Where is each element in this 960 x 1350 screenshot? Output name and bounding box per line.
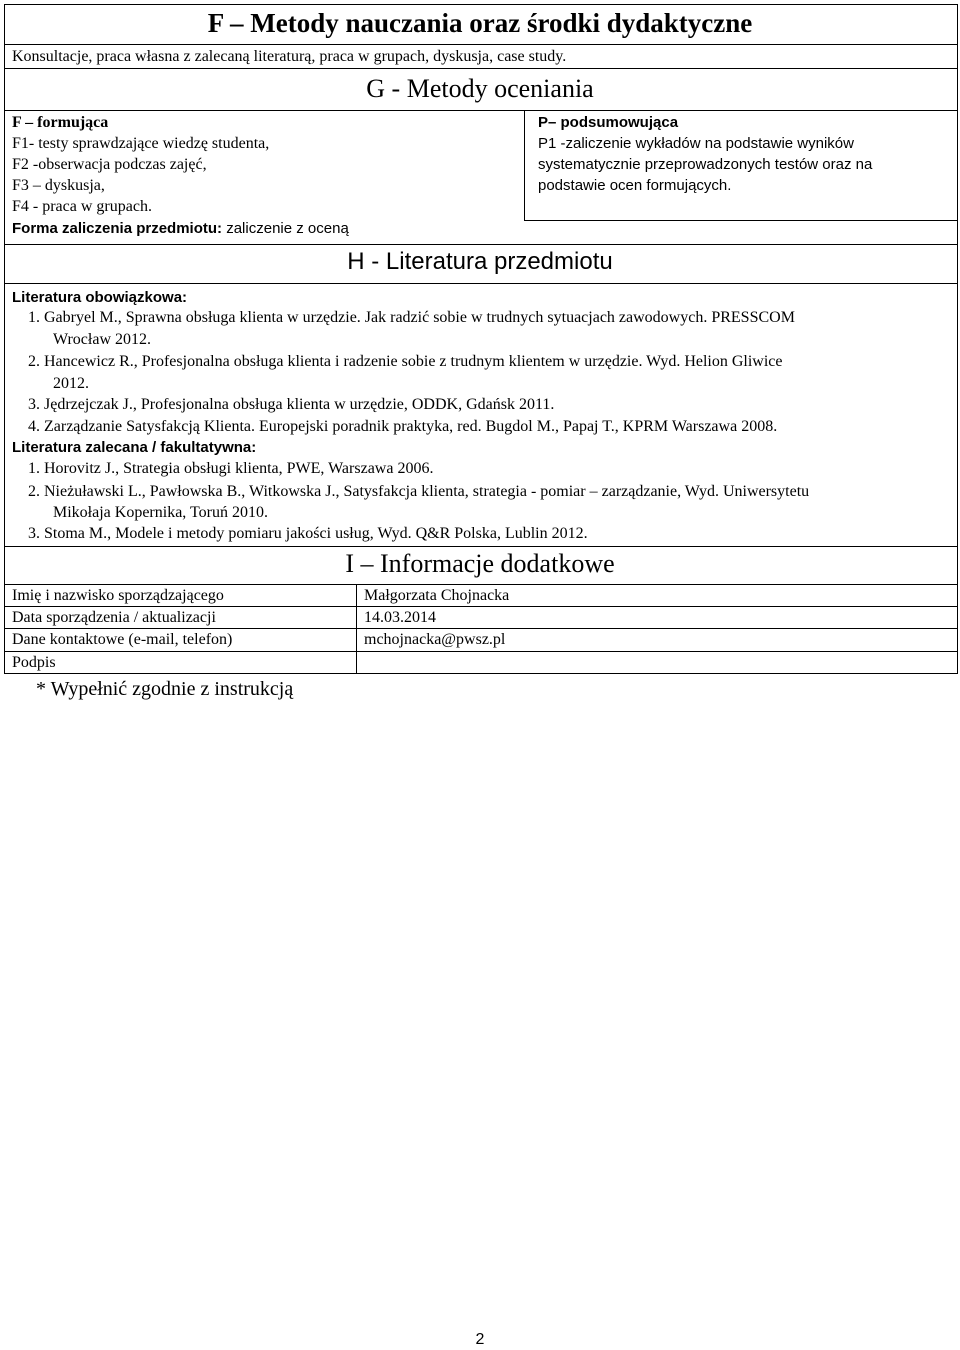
literature-item: 3. Stoma M., Modele i metody pomiaru jakości usług, Wyd. Q&R Polska, Lublin 2012.	[28, 525, 588, 542]
divider	[4, 546, 958, 547]
divider	[4, 68, 958, 69]
section-f-title: F – Metody nauczania oraz środki dydaktyczne	[207, 8, 753, 38]
literature-item: 2. Hancewicz R., Profesjonalna obsługa klienta i radzenie sobie z trudnym klientem w urzędzie. Wyd. Helion Gliwice	[28, 353, 783, 370]
info-value: 14.03.2014	[364, 609, 436, 626]
divider	[4, 44, 958, 45]
info-label: Imię i nazwisko sporządzającego	[12, 587, 224, 604]
summative-text: P1 -zaliczenie wykładów na podstawie wyników	[538, 135, 854, 152]
divider	[524, 220, 958, 221]
literature-item: 2. Nieżuławski L., Pawłowska B., Witkowska J., Satysfakcja klienta, strategia - pomiar – zarządzanie, Wyd. Uniwersytetu	[28, 483, 810, 500]
formative-heading: F – formująca	[12, 114, 109, 131]
formative-item: F3 – dyskusja,	[12, 177, 105, 194]
table-line	[4, 651, 958, 652]
divider	[4, 283, 958, 284]
literature-item: Mikołaja Kopernika, Toruń 2010.	[53, 504, 268, 521]
required-literature-label: Literatura obowiązkowa:	[12, 289, 188, 306]
literature-item: 4. Zarządzanie Satysfakcją Klienta. Europejski poradnik praktyka, red. Bugdol M., Papaj T., KPRM Warszawa 2008.	[28, 418, 778, 435]
info-label: Data sporządzenia / aktualizacji	[12, 609, 216, 626]
literature-item: 1. Gabryel M., Sprawna obsługa klienta w urzędzie. Jak radzić sobie w trudnych sytuacjach zawodowych. PRESSCOM	[28, 309, 795, 326]
info-value: mchojnacka@pwsz.pl	[364, 631, 506, 648]
grading-form-label: Forma zaliczenia przedmiotu:	[12, 220, 223, 237]
footnote: * Wypełnić zgodnie z instrukcją	[36, 678, 294, 700]
section-f-text: Konsultacje, praca własna z zalecaną literaturą, praca w grupach, dyskusja, case study.	[12, 48, 567, 65]
divider	[4, 244, 958, 245]
section-g-title: G - Metody oceniania	[366, 74, 594, 103]
summative-heading: P– podsumowująca	[538, 114, 679, 131]
page-number: 2	[475, 1331, 485, 1348]
formative-item: F4 - praca w grupach.	[12, 198, 152, 215]
divider	[524, 110, 525, 220]
info-label: Podpis	[12, 654, 56, 671]
formative-item: F2 -obserwacja podczas zajęć,	[12, 156, 207, 173]
info-label: Dane kontaktowe (e-mail, telefon)	[12, 631, 233, 648]
literature-item: 2012.	[53, 375, 89, 392]
section-i-title: I – Informacje dodatkowe	[345, 549, 615, 578]
literature-item: 3. Jędrzejczak J., Profesjonalna obsługa klienta w urzędzie, ODDK, Gdańsk 2011.	[28, 396, 555, 413]
grading-form	[12, 218, 349, 240]
grading-form-value: zaliczenie z oceną	[226, 220, 349, 237]
formative-item: F1- testy sprawdzające wiedzę studenta,	[12, 135, 270, 152]
table-line	[356, 584, 357, 674]
summative-text: systematycznie przeprowadzonych testów oraz na	[538, 156, 873, 173]
recommended-literature-label: Literatura zalecana / fakultatywna:	[12, 439, 257, 456]
literature-item: Wrocław 2012.	[53, 331, 151, 348]
literature-item: 1. Horovitz J., Strategia obsługi klienta, PWE, Warszawa 2006.	[28, 460, 434, 477]
summative-text: podstawie ocen formujących.	[538, 177, 732, 194]
divider	[4, 110, 958, 111]
info-value: Małgorzata Chojnacka	[364, 587, 510, 604]
section-h-title: H - Literatura przedmiotu	[347, 248, 613, 275]
